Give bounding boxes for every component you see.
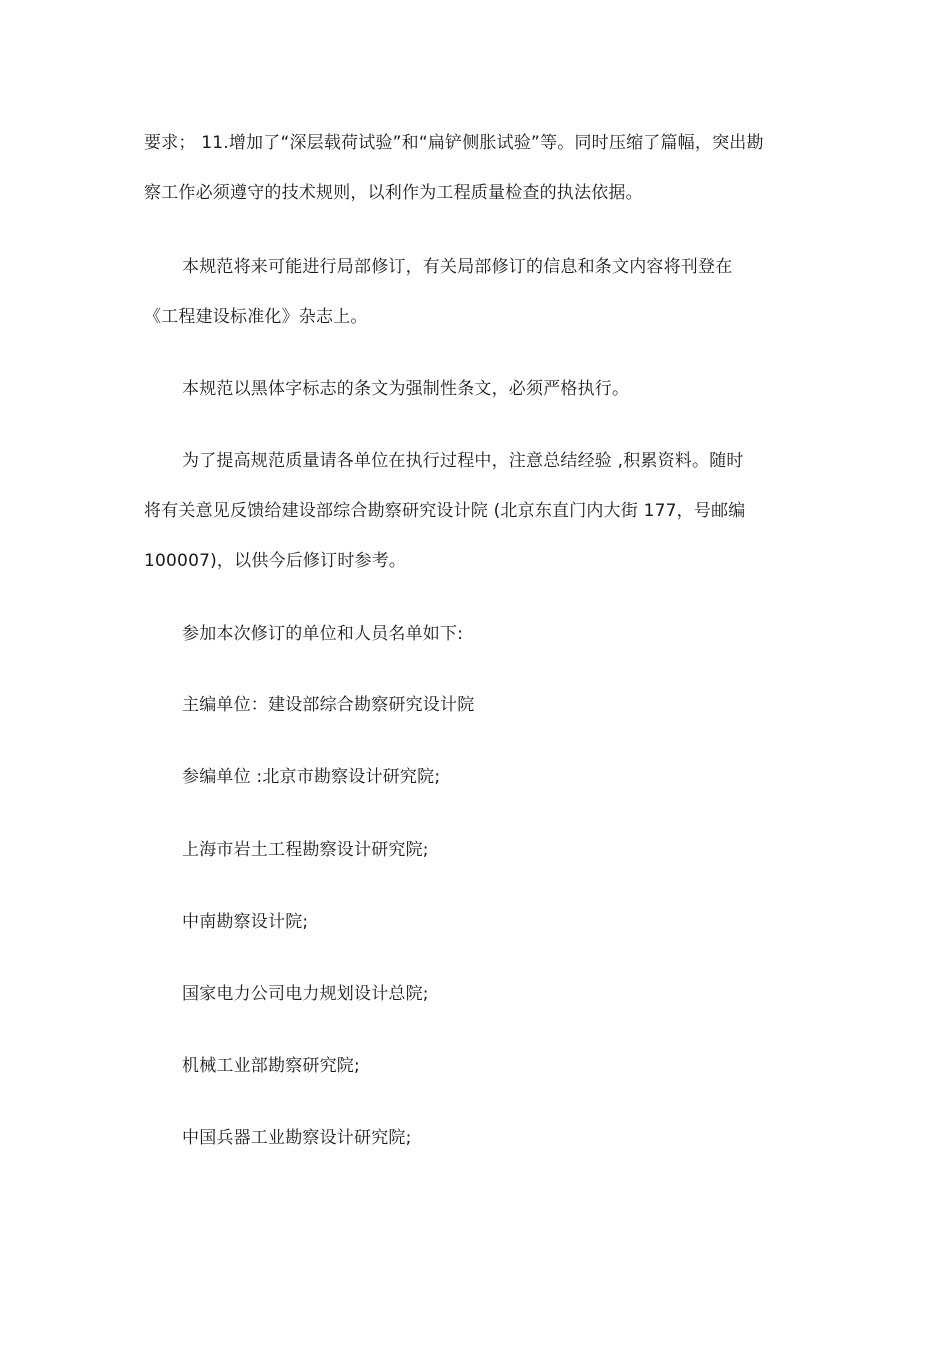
text-line-2: 察工作必须遵守的技术规则，以利作为工程质量检查的执法依据。	[144, 183, 643, 203]
text-line-16: 中国兵器工业勘察设计研究院;	[182, 1128, 412, 1148]
text-line-14: 国家电力公司电力规划设计总院;	[182, 984, 429, 1004]
text-line-13: 中南勘察设计院;	[182, 912, 309, 932]
text-line-8: 100007)，以供今后修订时参考。	[144, 551, 407, 571]
text-line-1: 要求； 11.增加了“深层载荷试验”和“扁铲侧胀试验”等。同时压缩了篇幅，突出勘	[144, 133, 764, 153]
text-line-11: 参编单位 :北京市勘察设计研究院;	[182, 767, 441, 787]
text-line-5: 本规范以黑体字标志的条文为强制性条文，必须严格执行。	[182, 379, 630, 399]
text-line-15: 机械工业部勘察研究院;	[182, 1056, 360, 1076]
text-line-4: 《工程建设标准化》杂志上。	[144, 307, 368, 327]
text-line-10: 主编单位：建设部综合勘察研究设计院	[182, 695, 475, 715]
text-line-6: 为了提高规范质量请各单位在执行过程中，注意总结经验 ,积累资料。随时	[182, 451, 744, 471]
text-line-9: 参加本次修订的单位和人员名单如下:	[182, 624, 464, 644]
text-line-7: 将有关意见反馈给建设部综合勘察研究设计院 (北京东直门内大街 177，号邮编	[144, 501, 746, 521]
text-line-12: 上海市岩土工程勘察设计研究院;	[182, 840, 429, 860]
text-line-3: 本规范将来可能进行局部修订，有关局部修订的信息和条文内容将刊登在	[182, 257, 733, 277]
